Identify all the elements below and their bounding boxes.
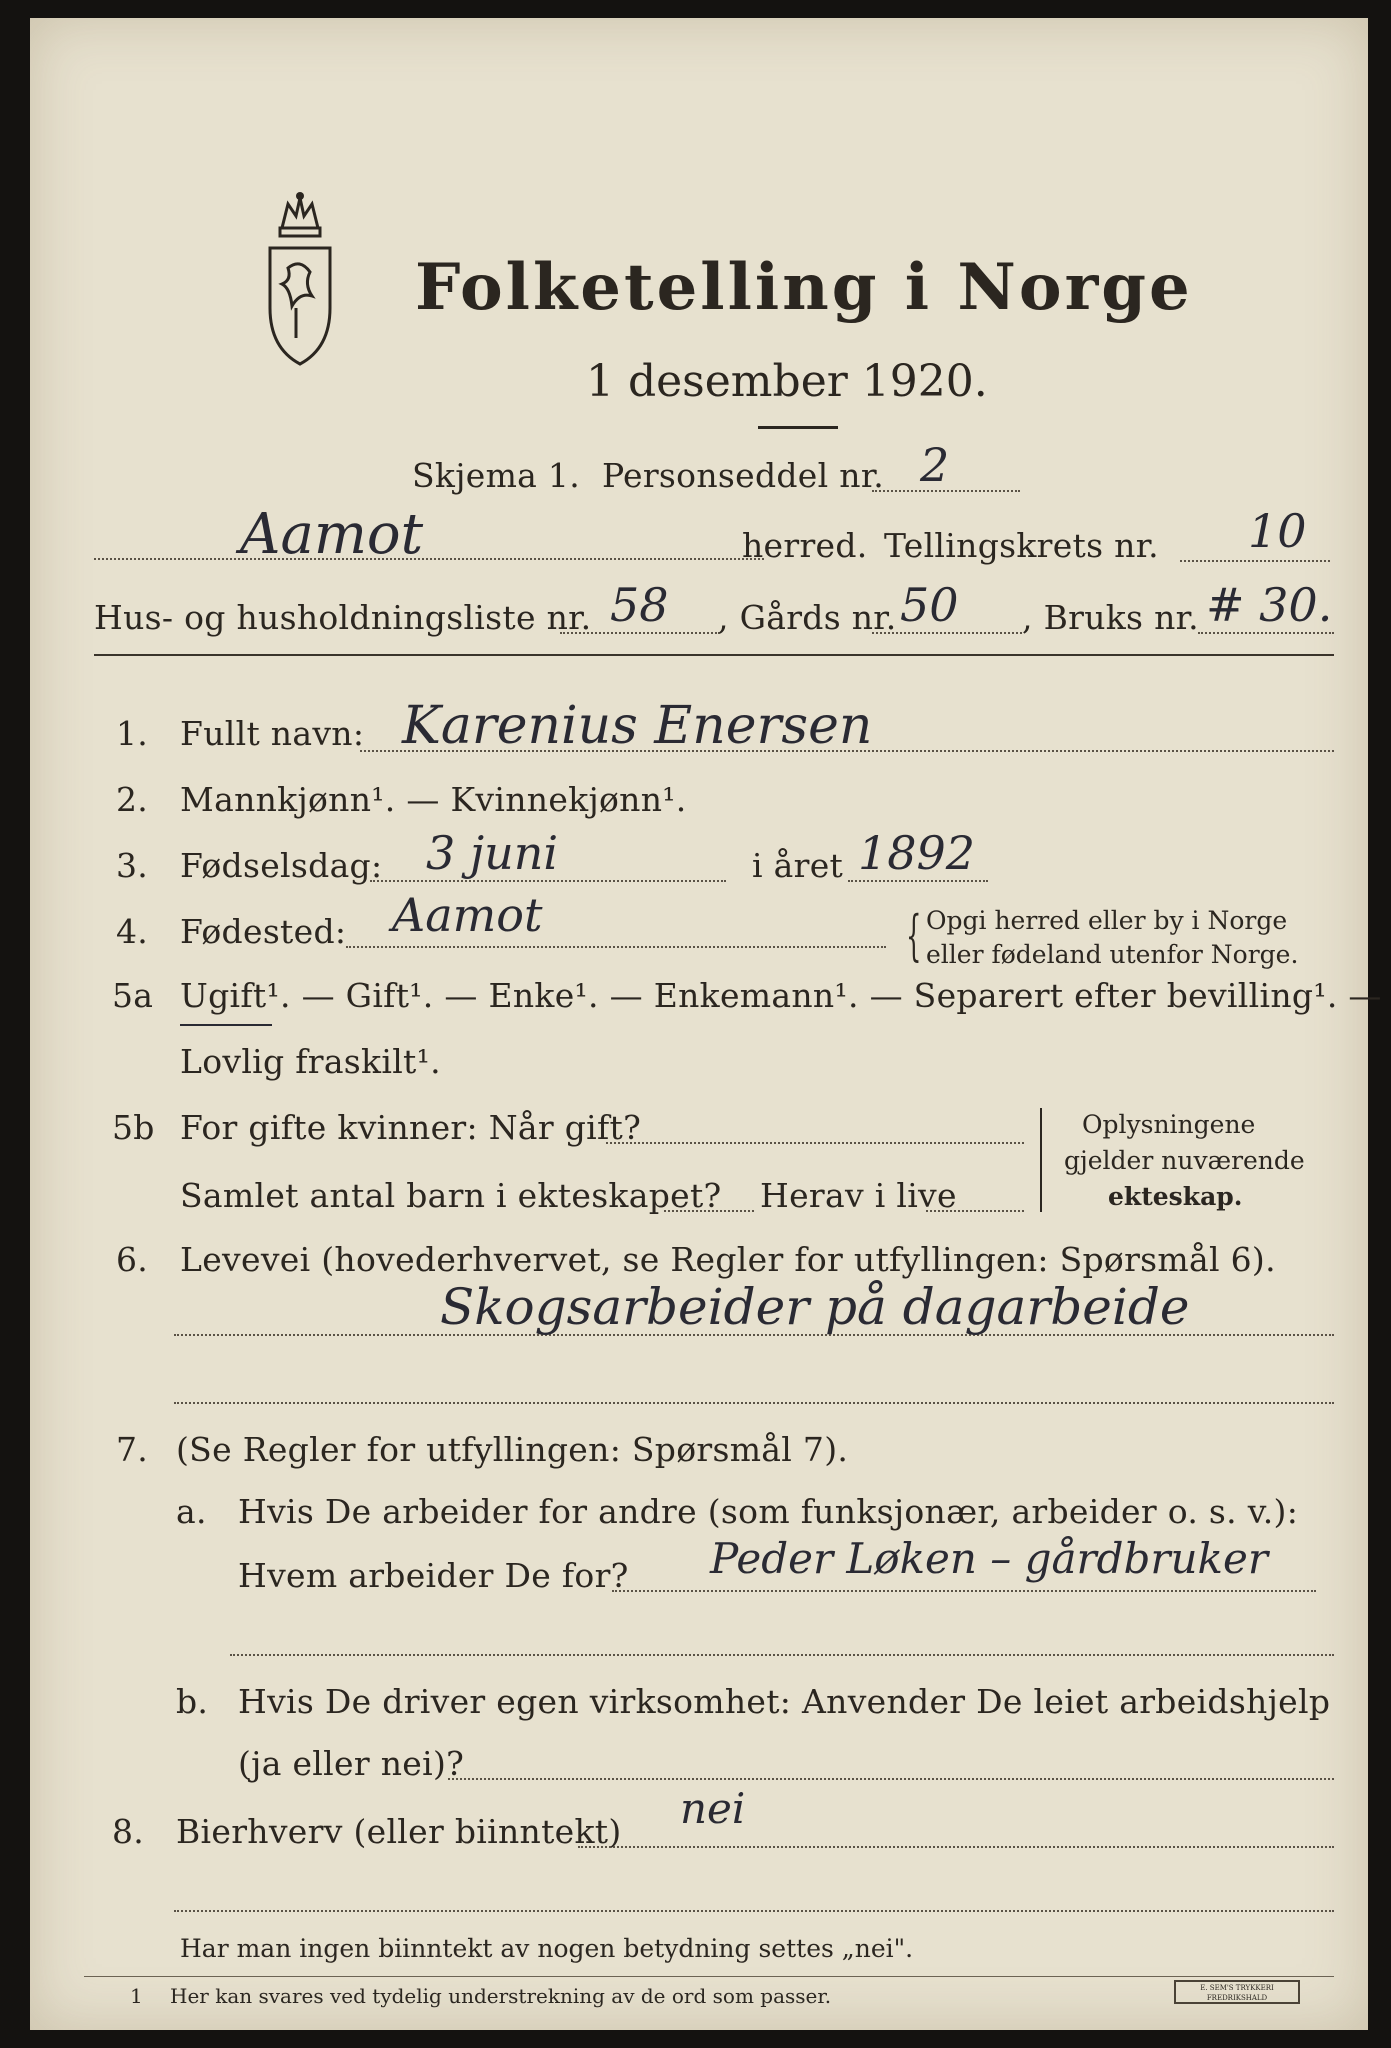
tellingskrets-label: Tellingskrets nr. <box>884 526 1159 565</box>
herred-label: herred. <box>742 526 868 565</box>
q8-label: Bierhverv (eller biinntekt) <box>176 1812 622 1851</box>
bruks-label: , Bruks nr. <box>1022 598 1199 637</box>
q3-year-line <box>848 880 988 882</box>
footer-note: Har man ingen biinntekt av nogen betydning settes „nei". <box>180 1934 914 1963</box>
q7a-letter: a. <box>176 1492 207 1531</box>
q7a-line1: Hvis De arbeider for andre (som funksjonær, arbeider o. s. v.): <box>238 1492 1299 1531</box>
q4-note-line1: Opgi herred eller by i Norge <box>926 906 1288 935</box>
q3-year-label: i året <box>752 846 844 885</box>
birthplace-value[interactable]: Aamot <box>392 888 543 942</box>
q7b-line2: (ja eller nei)? <box>238 1744 465 1783</box>
q4-note-line2: eller fødeland utenfor Norge. <box>926 940 1299 969</box>
q5b-line1: For gifte kvinner: Når gift? <box>180 1108 642 1147</box>
form-title: Folketelling i Norge <box>415 250 1193 325</box>
q7a-line2: Hvem arbeider De for? <box>238 1556 629 1595</box>
q3-label: Fødselsdag: <box>180 846 383 885</box>
hus-line <box>560 632 720 634</box>
q7b-letter: b. <box>176 1682 209 1721</box>
occupation-value[interactable]: Skogsarbeider på dagarbeide <box>440 1278 1190 1336</box>
section-divider <box>94 654 1334 656</box>
employer-value[interactable]: Peder Løken – gårdbruker <box>710 1534 1268 1583</box>
q7b-line <box>448 1778 1334 1780</box>
q5b-note2: gjelder nuværende <box>1064 1146 1305 1175</box>
footnote-mark: 1 <box>130 1984 143 2008</box>
q5a-line1: Ugift¹. — Gift¹. — Enke¹. — Enkemann¹. — Separert efter bevilling¹. — <box>180 976 1382 1015</box>
q7a-employer-line <box>612 1590 1316 1592</box>
q8-line <box>578 1846 1334 1848</box>
q4-number: 4. <box>116 912 149 951</box>
printer-stamp: E. SEM'S TRYKKERI FREDRIKSHALD <box>1174 1980 1300 2004</box>
personseddel-label: Personseddel nr. <box>602 456 885 495</box>
q5b-note1: Oplysningene <box>1082 1110 1256 1139</box>
full-name-value[interactable]: Karenius Enersen <box>402 696 873 756</box>
q7a-line-extra <box>230 1654 1334 1656</box>
q7-label: (Se Regler for utfyllingen: Spørsmål 7). <box>176 1430 849 1469</box>
q5b-number: 5b <box>112 1108 155 1147</box>
q6-label: Levevei (hovederhvervet, se Regler for utfyllingen: Spørsmål 6). <box>180 1240 1276 1279</box>
skjema-label: Skjema 1. <box>412 456 581 495</box>
q5b-married-line <box>606 1142 1024 1144</box>
personseddel-value[interactable]: 2 <box>920 438 950 492</box>
q1-number: 1. <box>116 714 149 753</box>
q6-line2 <box>174 1402 1334 1404</box>
herred-value[interactable]: Aamot <box>240 502 424 567</box>
q5b-note3: ekteskap. <box>1108 1182 1243 1211</box>
gards-value[interactable]: 50 <box>900 578 959 632</box>
tellingskrets-line <box>1180 560 1330 562</box>
footnote-text: Her kan svares ved tydelig understrekning av de ord som passer. <box>170 1984 832 2008</box>
q5b-line2b: Herav i live <box>760 1176 957 1215</box>
q5b-line2a: Samlet antal barn i ekteskapet? <box>180 1176 722 1215</box>
coat-of-arms-icon <box>252 188 348 368</box>
q8-line2 <box>174 1910 1334 1912</box>
bruks-line <box>1198 632 1334 634</box>
gards-line <box>872 632 1022 634</box>
q4-line <box>346 946 886 948</box>
q5a-line2: Lovlig fraskilt¹. <box>180 1042 441 1081</box>
bruks-value[interactable]: # 30. <box>1206 578 1333 632</box>
q7-number: 7. <box>116 1430 149 1469</box>
header-divider <box>758 426 838 429</box>
q1-label: Fullt navn: <box>180 714 365 753</box>
q3-day-line <box>370 880 726 882</box>
q5b-brace-line <box>1040 1108 1042 1212</box>
hus-label: Hus- og husholdningsliste nr. <box>94 598 592 637</box>
tellingskrets-value[interactable]: 10 <box>1248 504 1307 558</box>
census-form <box>30 18 1382 2030</box>
herred-line <box>94 558 764 560</box>
footer-rule <box>84 1976 1334 1977</box>
q7b-line1: Hvis De driver egen virksomhet: Anvender De leiet arbeidshjelp <box>238 1682 1331 1721</box>
q3-number: 3. <box>116 846 149 885</box>
q6-number: 6. <box>116 1240 149 1279</box>
birth-year-value[interactable]: 1892 <box>858 826 976 880</box>
form-date: 1 desember 1920. <box>586 356 988 407</box>
q4-brace: { <box>906 904 922 967</box>
q8-number: 8. <box>112 1812 145 1851</box>
q5b-children-line <box>664 1210 754 1212</box>
q4-label: Fødested: <box>180 912 347 951</box>
q5a-number: 5a <box>112 976 154 1015</box>
q5b-alive-line <box>926 1210 1024 1212</box>
birth-day-value[interactable]: 3 juni <box>426 826 559 880</box>
ugift-underline[interactable] <box>180 1024 272 1026</box>
q2-label: Mannkjønn¹. — Kvinnekjønn¹. <box>180 780 687 819</box>
side-income-value[interactable]: nei <box>680 1784 746 1833</box>
gards-label: , Gårds nr. <box>718 598 897 637</box>
hus-value[interactable]: 58 <box>610 578 669 632</box>
q2-number: 2. <box>116 780 149 819</box>
